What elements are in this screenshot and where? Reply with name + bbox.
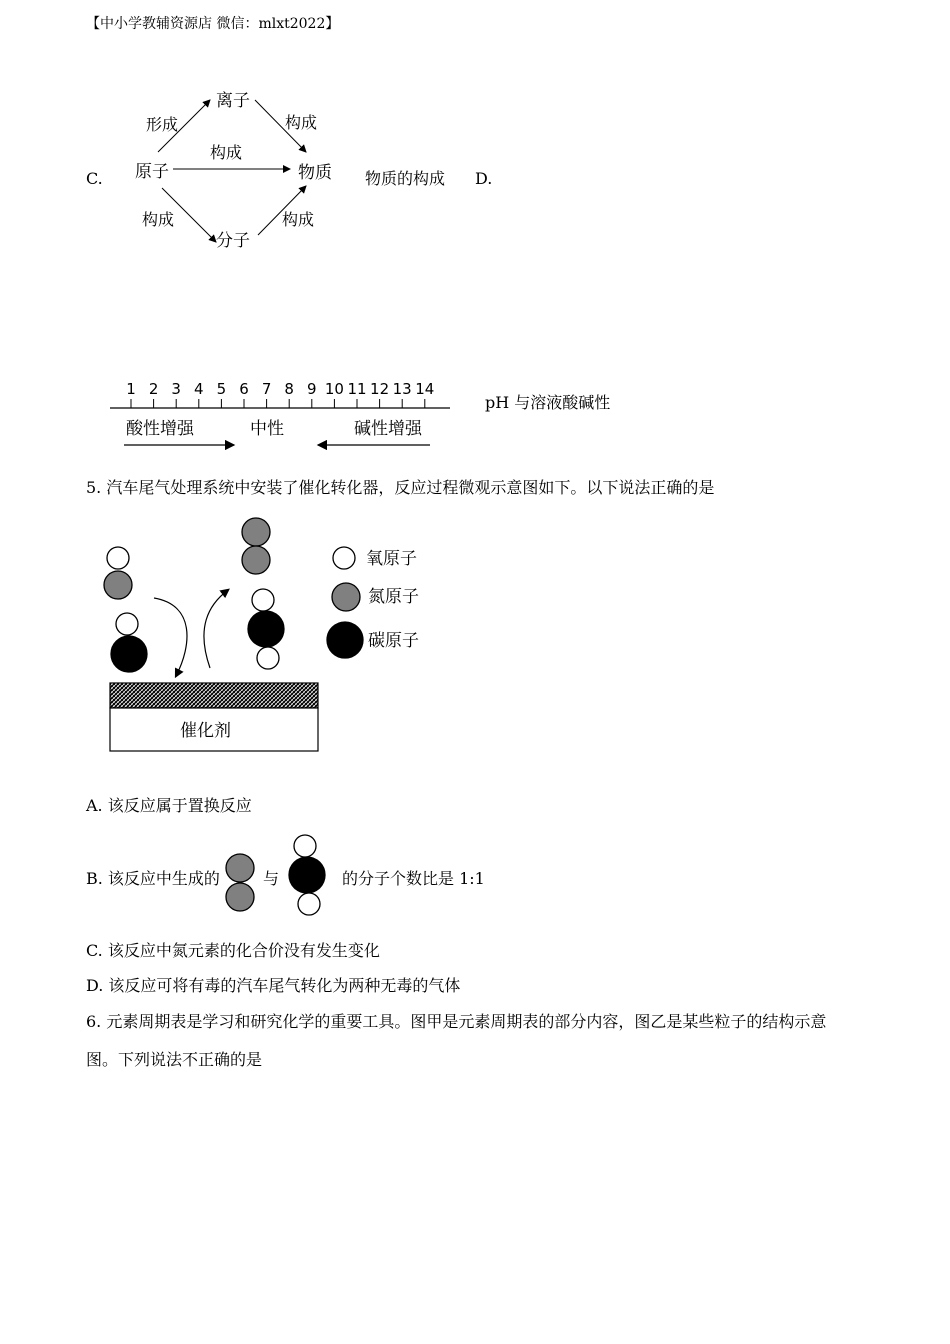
arrow-out-of-catalyst [204,590,228,668]
carbon-atom [111,636,147,672]
question6-line2: 图。下列说法不正确的是 [86,1050,263,1069]
ph-tick-label: 7 [261,380,272,398]
catalyst-surface [110,683,318,708]
acid-label: 酸性增强 [126,419,194,439]
nitrogen-atom [242,518,270,546]
nitrogen-atom [104,571,132,599]
legend-nitrogen: 氮原子 [368,587,419,607]
option-c-caption: 物质的构成 [365,169,446,188]
catalyst-label: 催化剂 [180,721,231,741]
ph-tick-label: 8 [284,380,294,398]
ion-label: 离子 [216,91,250,111]
co2-molecule-icon [285,830,331,918]
n2-molecule-icon [222,848,258,916]
matter-composition-diagram [120,80,360,260]
nitrogen-atom [242,546,270,574]
question5-option-b-prefix: B. 该反应中生成的 [86,869,220,888]
legend-carbon-icon [327,622,363,658]
carbon-atom [248,611,284,647]
base-label: 碱性增强 [354,419,422,439]
question5-option-d: D. 该反应可将有毒的汽车尾气转化为两种无毒的气体 [86,976,461,995]
arrow-into-catalyst [154,598,187,676]
atom-label: 原子 [135,162,169,182]
ph-tick-label: 5 [216,380,227,398]
constitutes-label-4: 构成 [282,210,315,229]
oxygen-atom [257,647,279,669]
legend-oxygen: 氧原子 [366,549,417,569]
legend-carbon: 碳原子 [368,631,419,651]
ph-tick-label: 6 [239,380,249,398]
ph-tick-label: 14 [415,380,435,398]
constitutes-label-3: 构成 [142,210,175,229]
ph-tick-label: 12 [370,380,390,398]
catalyst-reaction-figure [100,510,440,760]
ph-tick-label: 4 [194,380,204,398]
question5-option-c: C. 该反应中氮元素的化合价没有发生变化 [86,941,380,960]
question5-stem: 5. 汽车尾气处理系统中安装了催化转化器，反应过程微观示意图如下。以下说法正确的是 [86,478,715,497]
forms-label: 形成 [146,115,179,134]
question5-option-a: A. 该反应属于置换反应 [86,796,252,815]
ph-tick-label: 1 [126,380,136,398]
molecule-label: 分子 [216,231,250,251]
substance-label: 物质 [298,163,332,183]
question5-option-b-and: 与 [263,869,280,888]
option-d-label: D. [475,169,493,188]
page-header: 【中小学教辅资源店 微信：mlxt2022】 [86,16,340,32]
oxygen-atom [107,547,129,569]
ph-tick-label: 3 [171,380,181,398]
legend-nitrogen-icon [332,583,360,611]
constitutes-label-1: 构成 [285,113,318,132]
ph-tick-label: 13 [392,380,412,398]
ph-scale-diagram [100,372,460,454]
ph-tick-label: 11 [347,380,367,398]
option-c-label: C. [86,169,103,188]
oxygen-atom [116,613,138,635]
question6-line1: 6. 元素周期表是学习和研究化学的重要工具。图甲是元素周期表的部分内容，图乙是某些粒子的结构示意 [86,1012,827,1031]
question5-option-b-suffix: 的分子个数比是 1:1 [342,869,485,888]
ph-tick-label: 2 [148,380,159,398]
option-d-caption: pH 与溶液酸碱性 [485,393,611,412]
ph-tick-label: 10 [324,380,344,398]
legend-oxygen-icon [333,547,355,569]
oxygen-atom [252,589,274,611]
ph-tick-label: 9 [307,380,317,398]
constitutes-label-2: 构成 [210,143,243,162]
neutral-label: 中性 [250,419,284,439]
